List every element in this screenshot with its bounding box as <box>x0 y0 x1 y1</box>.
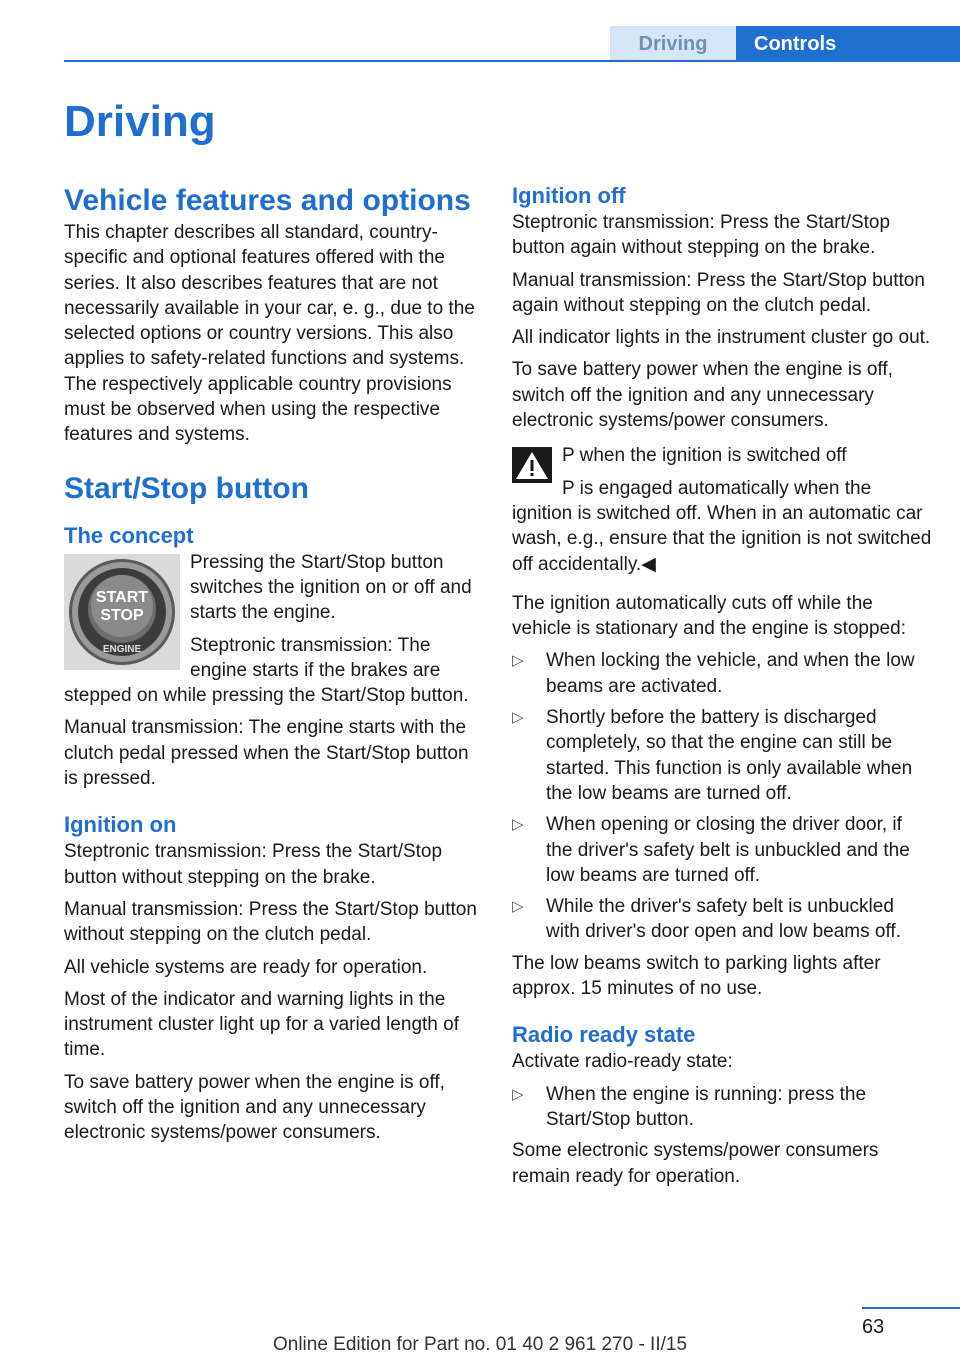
concept-heading: The concept <box>64 522 194 548</box>
radio-ready-list <box>512 1082 932 1133</box>
list-item <box>512 1082 932 1133</box>
list-item-text: When opening or closing the driver door, if the driver's safety belt is unbuckled and the low beams are turned off. <box>546 814 910 886</box>
start-stop-button-image <box>64 554 180 670</box>
ignition-on-text-4: Most of the indicator and warning lights in the instrument cluster light up for a varied length of time. <box>64 988 459 1061</box>
header-section-tab: Driving <box>610 26 736 62</box>
ignition-off-text-2: Manual transmission: Press the Start/Stop button again without stepping on the clutch pedal. <box>512 269 925 316</box>
radio-ready-intro: Activate radio-ready state: <box>512 1051 733 1073</box>
page-title: Driving <box>64 97 216 146</box>
page-number: 63 <box>862 1316 885 1338</box>
triangle-bullet-icon: ▷ <box>512 816 524 834</box>
auto-off-list <box>512 648 932 944</box>
concept-text-2: Steptronic transmission: The engine starts if the brakes are stepped on while pressing the Start/Stop button. <box>64 634 469 707</box>
concept-text-1: Pressing the Start/Stop button switches the ignition on or off and starts the engine. <box>190 551 472 624</box>
button-engine-label: ENGINE <box>102 643 142 655</box>
warning-note <box>512 443 932 576</box>
triangle-bullet-icon: ▷ <box>512 898 524 916</box>
ignition-off-text-3: All indicator lights in the instrument cluster go out. <box>512 327 931 349</box>
ignition-on-text-5: To save battery power when the engine is off, switch off the ignition and any unnecessary electronic systems/power consumers. <box>64 1071 445 1144</box>
auto-off-intro: The ignition automatically cuts off while the vehicle is stationary and the engine is stopped: <box>512 592 906 640</box>
list-item <box>512 894 932 945</box>
list-item-text: While the driver's safety belt is unbuckled with driver's door open and low beams off. <box>546 896 901 943</box>
parking-lights-text: The low beams switch to parking lights after approx. 15 minutes of no use. <box>512 952 881 1000</box>
ignition-on-text-3: All vehicle systems are ready for operation. <box>64 956 428 978</box>
vehicle-features-text: This chapter describes all standard, country-specific and optional features offered with the series. It also describes features that are not necessarily available in your car, e. g., due to the selected options or country versions. This also applies to safety-related functions and systems. The respectively applicable country provisions must be observed when using the respective features and systems. <box>64 222 475 446</box>
header-rule <box>64 60 960 62</box>
triangle-bullet-icon: ▷ <box>512 709 524 727</box>
header-chapter-tab: Controls <box>736 26 960 62</box>
button-stop-label: STOP <box>100 606 144 624</box>
concept-text-3: Manual transmission: The engine starts with the clutch pedal pressed when the Start/Stop button is pressed. <box>64 717 469 790</box>
triangle-bullet-icon: ▷ <box>512 652 524 670</box>
warning-triangle-icon <box>512 447 552 483</box>
list-item <box>512 812 932 888</box>
radio-ready-heading: Radio ready state <box>512 1022 696 1048</box>
start-stop-heading: Start/Stop button <box>64 471 309 505</box>
vehicle-features-heading: Vehicle features and options <box>64 184 471 217</box>
warning-text: P is engaged automatically when the ignition is switched off. When in an automatic car wash, e.g., ensure that the ignition is not switched off accidentally.◀ <box>512 477 932 575</box>
ignition-off-text-1: Steptronic transmission: Press the Start/Stop button again without stepping on the brake. <box>512 212 891 259</box>
radio-ready-outro: Some electronic systems/power consumers remain ready for operation. <box>512 1140 879 1187</box>
edition-footer: Online Edition for Part no. 01 40 2 961 270 - II/15 <box>272 1334 688 1355</box>
list-item-text: When locking the vehicle, and when the low beams are activated. <box>546 650 915 697</box>
footer-rule <box>862 1307 960 1309</box>
left-column <box>64 182 480 1153</box>
triangle-bullet-icon: ▷ <box>512 1085 524 1103</box>
list-item-text: Shortly before the battery is discharged completely, so that the engine can still be started. This function is only available when the low beams are turned off. <box>546 707 913 804</box>
ignition-on-text-1: Steptronic transmission: Press the Start/Stop button without stepping on the brake. <box>64 841 443 888</box>
button-start-label: START <box>95 588 149 606</box>
ignition-off-text-4: To save battery power when the engine is off, switch off the ignition and any unnecessary electronic systems/power consumers. <box>512 359 893 432</box>
ignition-on-text-2: Manual transmission: Press the Start/Stop button without stepping on the clutch pedal. <box>64 898 477 946</box>
ignition-off-heading: Ignition off <box>512 183 626 208</box>
list-item <box>512 648 932 699</box>
warning-title: P when the ignition is switched off <box>562 445 847 467</box>
ignition-on-heading: Ignition on <box>64 812 177 838</box>
right-column <box>512 182 932 1196</box>
list-item-text: When the engine is running: press the Start/Stop button. <box>546 1083 867 1130</box>
list-item <box>512 705 932 806</box>
